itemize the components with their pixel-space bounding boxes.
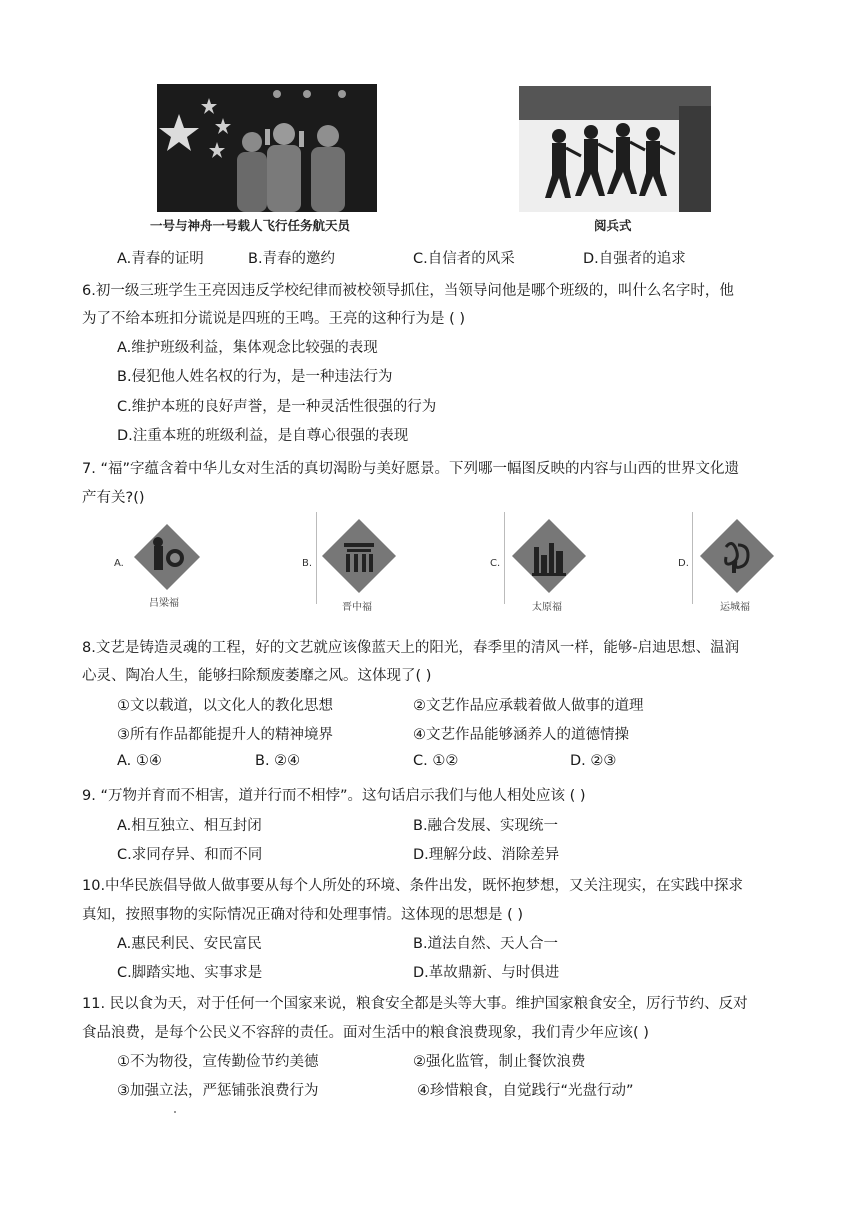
q5-option-d: D.自强者的追求 (583, 251, 686, 267)
q7-stem-line1: 7. “福”字蕴含着中华儿女对生活的真切渴盼与美好愿景。下列哪一幅图反映的内容与山西的世界文化遗 (82, 461, 739, 477)
q7-figure-b-label: 晋中福 (342, 602, 372, 613)
q8-option-a: A. ①④ (117, 753, 162, 769)
q7-figure-c-label: 太原福 (532, 602, 562, 613)
q8-stem-line2: 心灵、陶冶人生，能够扫除颓废萎靡之风。这体现了( ) (82, 668, 432, 684)
q5-option-b: B.青春的邀约 (248, 251, 336, 267)
astronauts-caption: 一号与神舟一号载人飞行任务航天员 (150, 218, 351, 233)
q10-stem-line2: 真知，按照事物的实际情况正确对待和处理事情。这体现的思想是 ( ) (82, 907, 524, 923)
jinzhong-fu-icon (320, 517, 398, 595)
q7-figure-a-label: 吕梁福 (149, 598, 179, 609)
q6-option-a: A.维护班级利益，集体观念比较强的表现 (117, 340, 378, 356)
q11-statement-4: ④珍惜粮食，自觉践行“光盘行动” (417, 1083, 634, 1099)
q9-option-b: B.融合发展、实现统一 (413, 818, 559, 834)
q8-statement-4: ④文艺作品能够涵养人的道德情操 (413, 727, 629, 743)
parade-caption: 阅兵式 (594, 218, 632, 233)
q11-stem-line2: 食品浪费，是每个公民义不容辞的责任。面对生活中的粮食浪费现象，我们青少年应该( ) (82, 1025, 649, 1041)
q7-figure-d-letter: D. (678, 558, 689, 569)
q11-statement-1: ①不为物役，宣传勤俭节约美德 (117, 1054, 319, 1070)
q11-statement-2: ②强化监管，制止餐饮浪费 (413, 1054, 586, 1070)
q11-statement-3: ③加强立法，严惩铺张浪费行为 (117, 1083, 319, 1099)
q8-statement-3: ③所有作品都能提升人的精神境界 (117, 727, 333, 743)
q10-option-b: B.道法自然、天人合一 (413, 936, 559, 952)
q10-option-c: C.脚踏实地、实事求是 (117, 965, 263, 981)
q8-stem-line1: 8.文艺是铸造灵魂的工程，好的文艺就应该像蓝天上的阳光，春季里的清风一样，能够-启迪思想、温润 (82, 640, 740, 656)
q5-option-c: C.自信者的风采 (413, 251, 515, 267)
q6-stem-line1: 6.初一级三班学生王亮因违反学校纪律而被校领导抓住，当领导问他是哪个班级的，叫什么名字时，他 (82, 283, 734, 299)
q5-option-a: A.青春的证明 (117, 251, 204, 267)
scan-speck (174, 1111, 176, 1113)
q7-figure-d (676, 512, 786, 612)
q6-stem-line2: 为了不给本班扣分谎说是四班的王鸣。王亮的这种行为是 ( ) (82, 311, 466, 327)
q8-statement-1: ①文以载道，以文化人的教化思想 (117, 698, 333, 714)
q7-figure-c-letter: C. (490, 558, 501, 569)
luliang-fu-icon (132, 522, 202, 592)
q7-figure-c (488, 512, 598, 612)
q10-option-a: A.惠民利民、安民富民 (117, 936, 262, 952)
q7-stem-line2: 产有关?() (82, 490, 145, 506)
q6-option-c: C.维护本班的良好声誉，是一种灵活性很强的行为 (117, 399, 437, 415)
q6-option-d: D.注重本班的班级利益，是自尊心很强的表现 (117, 428, 409, 444)
q11-stem-line1: 11. 民以食为天，对于任何一个国家来说，粮食安全都是头等大事。维护国家粮食安全，厉行节约、反对 (82, 996, 748, 1012)
q8-statement-2: ②文艺作品应承载着做人做事的道理 (413, 698, 644, 714)
q8-option-b: B. ②④ (255, 753, 301, 769)
q10-stem-line1: 10.中华民族倡导做人做事要从每个人所处的环境、条件出发，既怀抱梦想，又关注现实，在实践中探求 (82, 878, 744, 894)
q9-option-c: C.求同存异、和而不同 (117, 847, 263, 863)
q7-figure-b-letter: B. (302, 558, 313, 569)
astronauts-photo (157, 84, 377, 212)
yuncheng-fu-icon (698, 517, 776, 595)
q7-figure-b (300, 512, 410, 612)
q6-option-b: B.侵犯他人姓名权的行为，是一种违法行为 (117, 369, 393, 385)
q9-option-a: A.相互独立、相互封闭 (117, 818, 262, 834)
q9-option-d: D.理解分歧、消除差异 (413, 847, 560, 863)
q10-option-d: D.革故鼎新、与时俱进 (413, 965, 560, 981)
parade-photo (519, 86, 711, 212)
q7-figure-d-label: 运城福 (720, 602, 750, 613)
q7-figure-a (112, 522, 212, 610)
q8-option-d: D. ②③ (570, 753, 617, 769)
q7-figure-a-letter: A. (114, 558, 124, 569)
q8-option-c: C. ①② (413, 753, 459, 769)
q9-stem: 9. “万物并育而不相害，道并行而不相悖”。这句话启示我们与他人相处应该 ( ) (82, 788, 586, 804)
taiyuan-fu-icon (510, 517, 588, 595)
